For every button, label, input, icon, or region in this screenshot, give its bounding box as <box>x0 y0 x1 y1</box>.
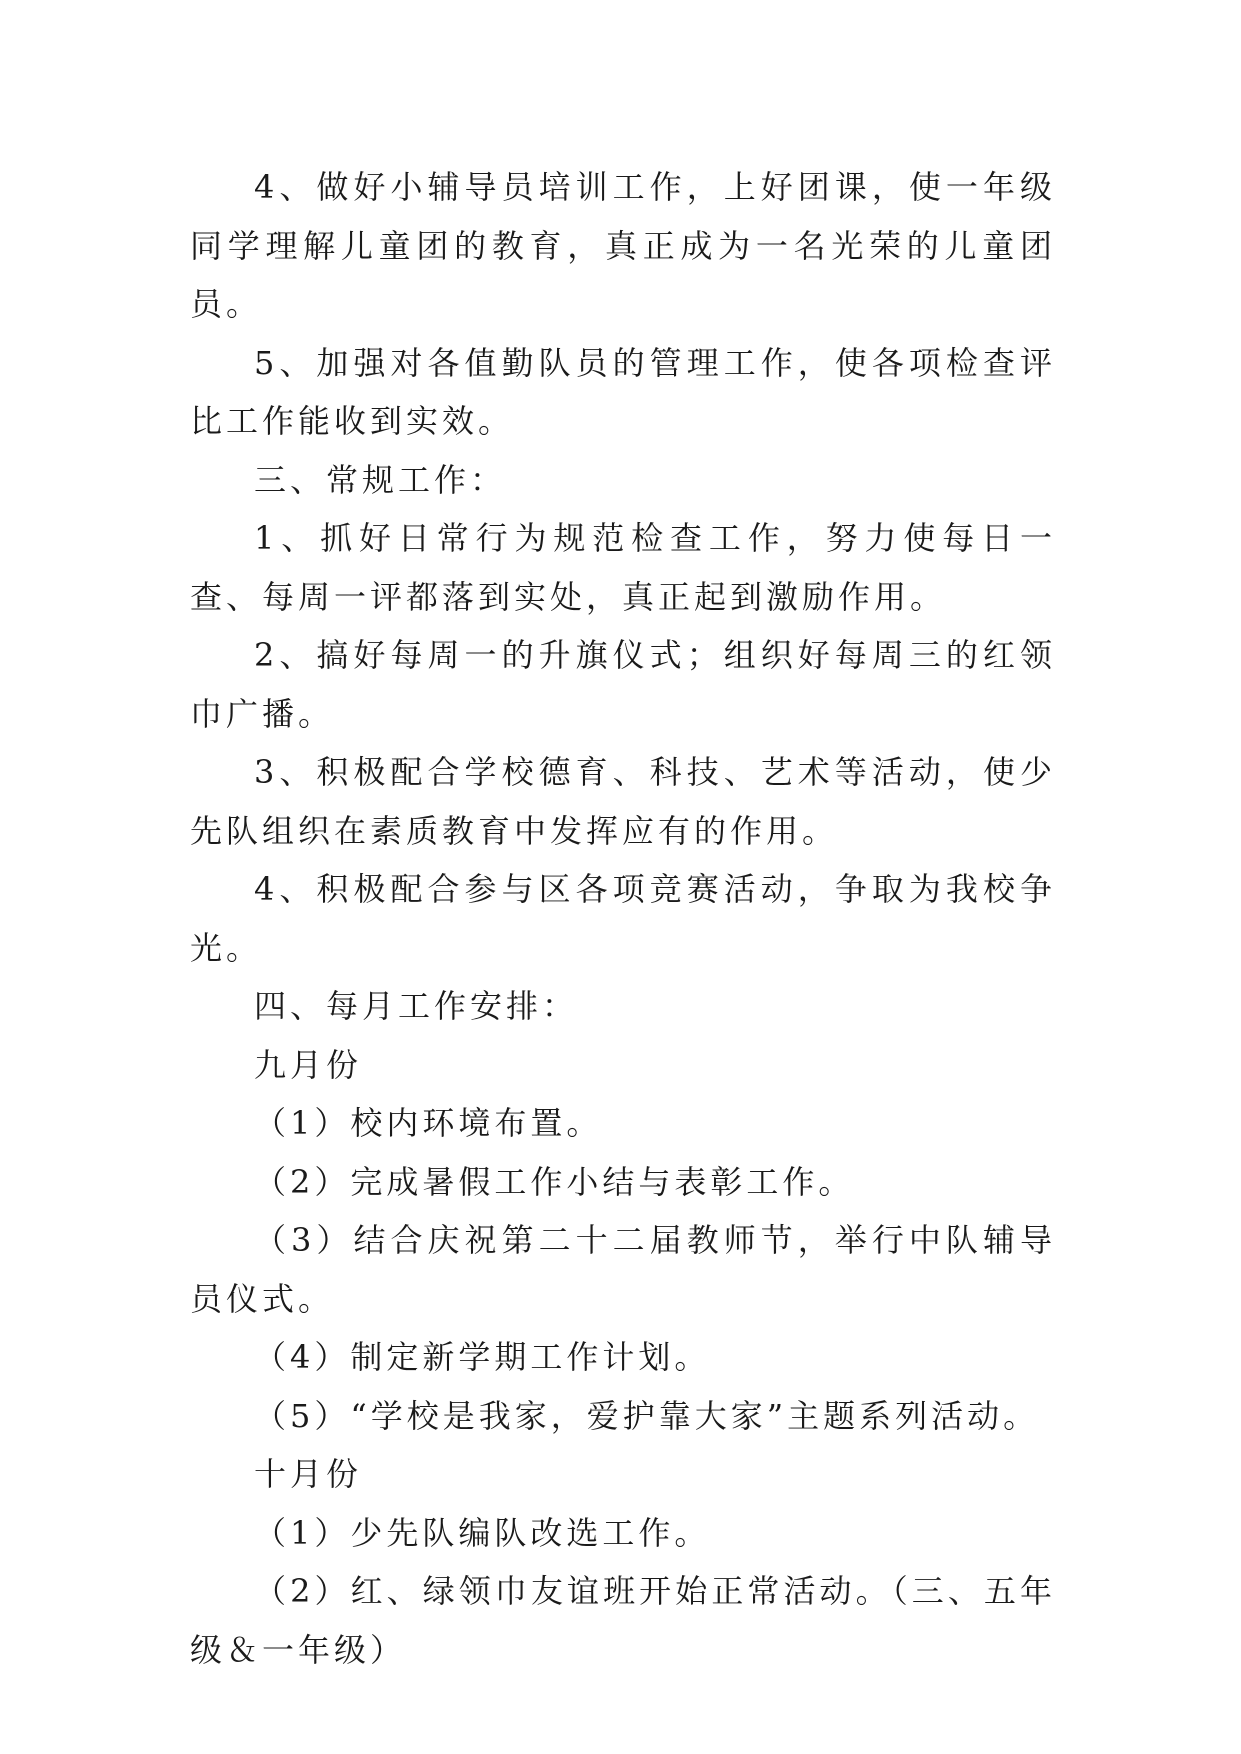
paragraph-routine-3: 3、积极配合学校德育、科技、艺术等活动，使少先队组织在素质教育中发挥应有的作用。 <box>190 753 1056 850</box>
paragraph-routine-2: 2、搞好每周一的升旗仪式；组织好每周三的红领巾广播。 <box>190 636 1056 733</box>
paragraph-routine-1: 1、抓好日常行为规范检查工作，努力使每日一查、每周一评都落到实处，真正起到激励作用。 <box>190 519 1056 616</box>
paragraph-item-5-duty: 5、加强对各值勤队员的管理工作，使各项检查评比工作能收到实效。 <box>190 343 1056 440</box>
month-heading-october: 十月份 <box>254 1455 363 1493</box>
september-item-5: （5）“学校是我家，爱护靠大家”主题系列活动。 <box>254 1396 1040 1435</box>
september-item-1: （1）校内环境布置。 <box>254 1104 603 1142</box>
month-heading-september: 九月份 <box>254 1045 363 1084</box>
section-heading-monthly-plan: 四、每月工作安排： <box>254 987 579 1025</box>
paragraph-item-4-training: 4、做好小辅导员培训工作，上好团课，使一年级同学理解儿童团的教育，真正成为一名光荣的儿童团员。 <box>190 168 1056 323</box>
september-item-4: （4）制定新学期工作计划。 <box>254 1338 711 1376</box>
october-item-2: （2）红、绿领巾友谊班开始正常活动。（三、五年级＆一年级） <box>190 1572 1056 1669</box>
september-item-3: （3）结合庆祝第二十二届教师节，举行中队辅导员仪式。 <box>190 1221 1056 1318</box>
document-body <box>190 158 1056 1679</box>
september-item-2: （2）完成暑假工作小结与表彰工作。 <box>254 1162 855 1201</box>
paragraph-routine-4: 4、积极配合参与区各项竞赛活动，争取为我校争光。 <box>190 870 1056 967</box>
october-item-1: （1）少先队编队改选工作。 <box>254 1513 711 1552</box>
section-heading-routine-work: 三、常规工作： <box>254 460 507 499</box>
